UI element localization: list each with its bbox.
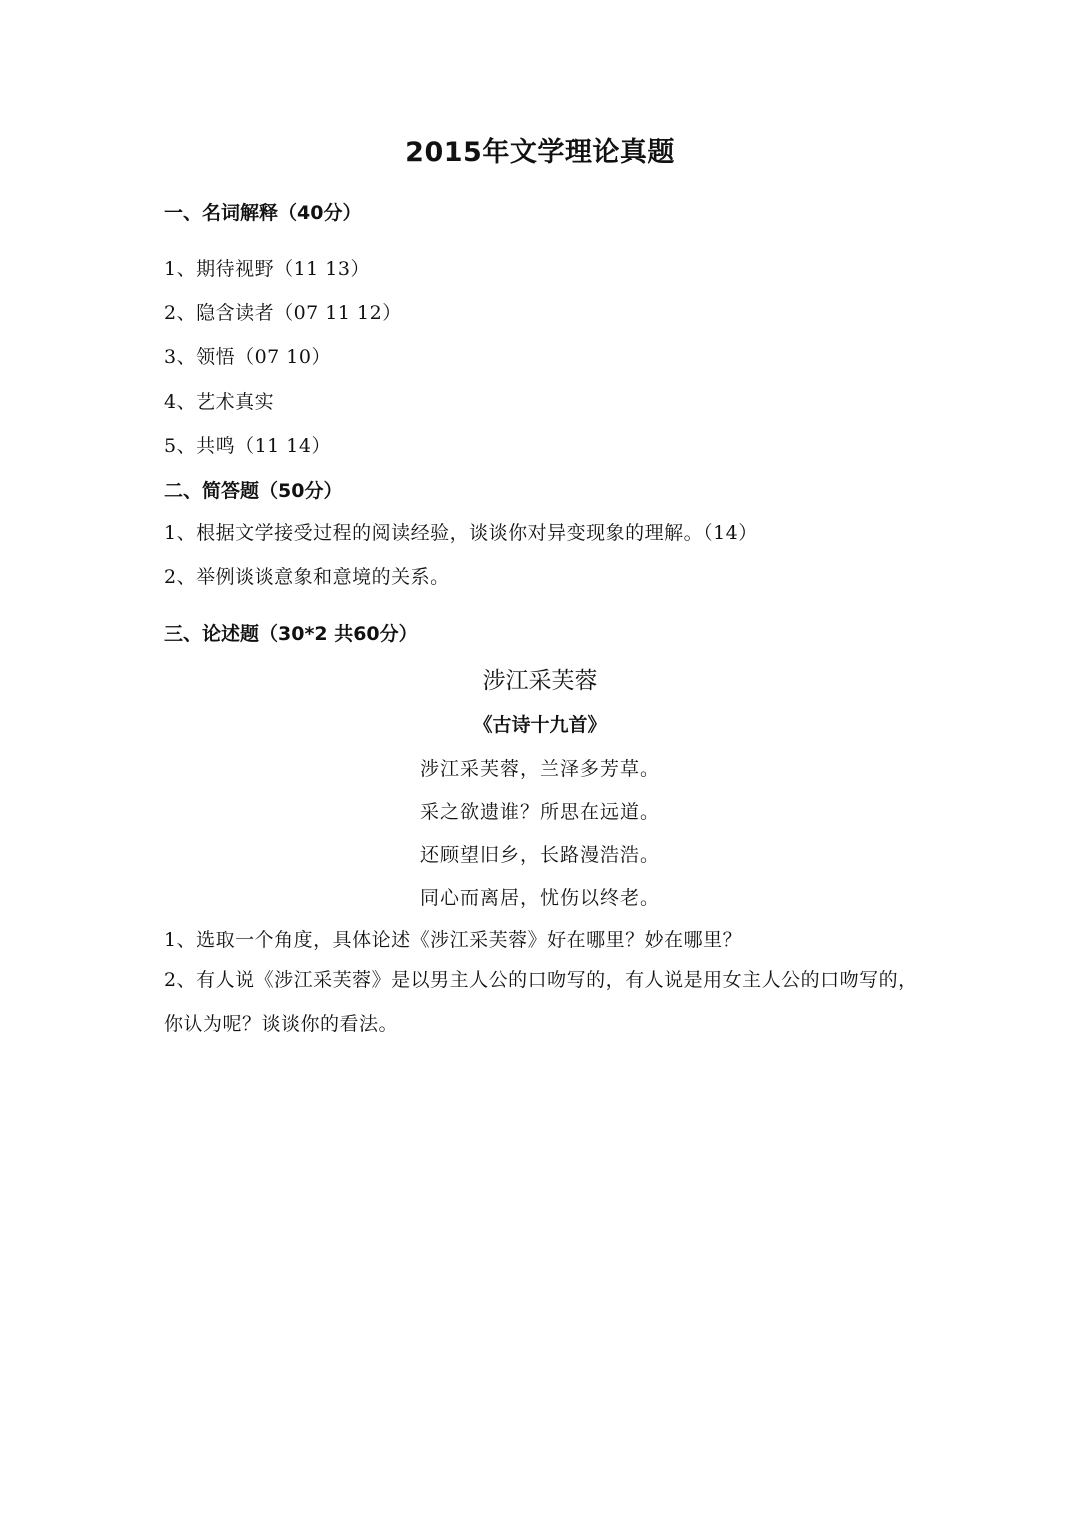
list-item: 2、隐含读者（07 11 12） xyxy=(164,302,402,324)
poem-line: 涉江采芙蓉，兰泽多芳草。 xyxy=(419,758,660,780)
page-title: 2015年文学理论真题 xyxy=(405,137,675,168)
poem-title: 涉江采芙蓉 xyxy=(482,668,598,694)
section-heading-2: 二、简答题（50分） xyxy=(164,480,343,502)
list-item: 5、共鸣（11 14） xyxy=(164,435,331,457)
list-item: 2、举例谈谈意象和意境的关系。 xyxy=(164,566,450,588)
list-item: 2、有人说《涉江采芙蓉》是以男主人公的口吻写的，有人说是用女主人公的口吻写的，你认为呢？谈谈你的看法。 xyxy=(164,969,918,1035)
section-heading-3: 三、论述题（30*2 共60分） xyxy=(164,623,418,645)
poem-line: 采之欲遗谁？所思在远道。 xyxy=(419,801,660,823)
list-item: 4、艺术真实 xyxy=(164,391,275,413)
list-item: 3、领悟（07 10） xyxy=(164,346,331,368)
poem-line: 还顾望旧乡，长路漫浩浩。 xyxy=(419,844,660,866)
list-item: 1、选取一个角度，具体论述《涉江采芙蓉》好在哪里？妙在哪里？ xyxy=(164,929,743,951)
section-heading-1: 一、名词解释（40分） xyxy=(164,202,362,224)
poem-line: 同心而离居，忧伤以终老。 xyxy=(419,887,660,909)
list-item: 1、期待视野（11 13） xyxy=(164,258,370,280)
list-item: 1、根据文学接受过程的阅读经验，谈谈你对异变现象的理解。（14） xyxy=(164,522,758,544)
poem-source: 《古诗十九首》 xyxy=(473,714,607,736)
